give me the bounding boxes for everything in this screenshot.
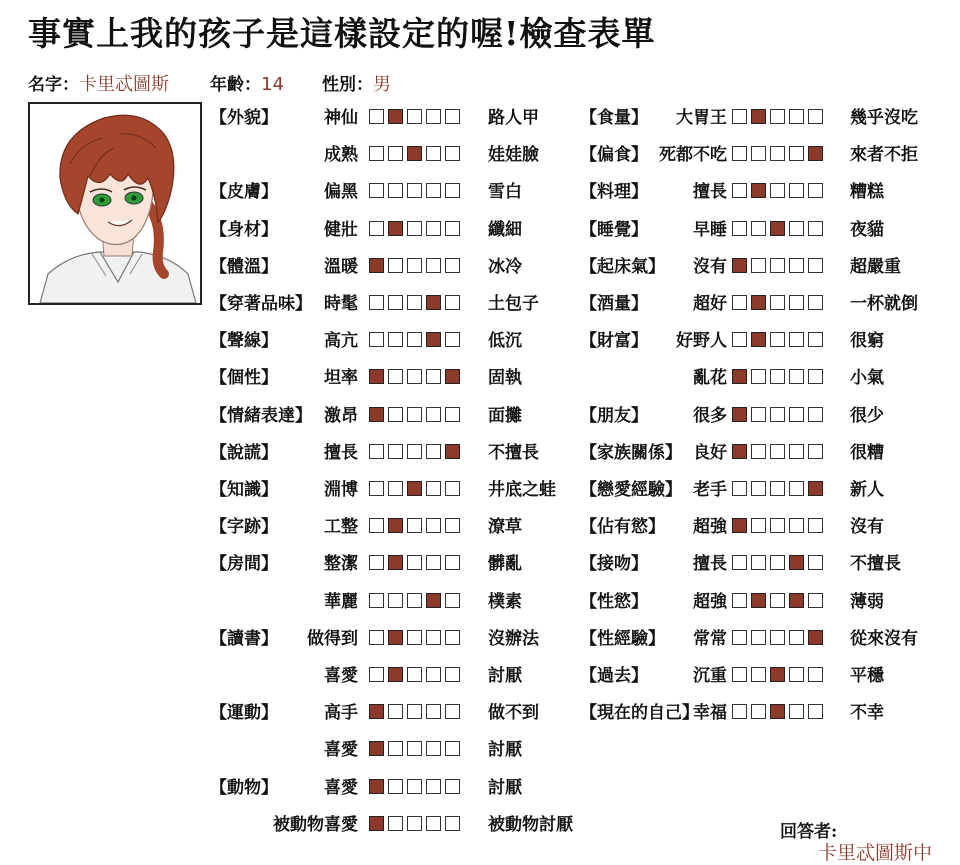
rating-box-checked[interactable]	[369, 779, 384, 794]
category-label: 【起床氣】	[580, 256, 665, 277]
rating-scale	[732, 481, 823, 496]
rating-box[interactable]	[770, 518, 785, 533]
rating-box[interactable]	[388, 816, 403, 831]
category-label: 【性經驗】	[580, 628, 665, 649]
rating-box[interactable]	[808, 555, 823, 570]
left-option-label: 沉重	[693, 666, 727, 686]
checklist-row	[0, 218, 960, 242]
rating-box[interactable]	[732, 704, 747, 719]
rating-box[interactable]	[789, 444, 804, 459]
age-value: 14	[261, 74, 284, 95]
rating-box[interactable]	[789, 369, 804, 384]
left-option-label: 沒有	[693, 256, 727, 277]
rating-box[interactable]	[808, 407, 823, 422]
category-label: 【聲線】	[210, 331, 278, 352]
left-option-label: 時髦	[324, 294, 358, 314]
rating-box[interactable]	[732, 481, 747, 496]
right-option-label: 來者不拒	[850, 145, 918, 166]
checklist-row	[0, 627, 960, 651]
right-option-label: 被動物討厭	[488, 814, 573, 835]
category-label: 【酒量】	[580, 294, 648, 314]
rating-box-checked[interactable]	[789, 555, 804, 570]
left-option-label: 華麗	[324, 591, 358, 612]
rating-box-checked[interactable]	[751, 593, 766, 608]
left-option-label: 幸福	[693, 703, 727, 724]
rating-box[interactable]	[751, 407, 766, 422]
rating-box-checked[interactable]	[751, 332, 766, 347]
checklist-row	[0, 478, 960, 502]
right-option-label: 冰冷	[488, 256, 522, 277]
category-label: 【睡覺】	[580, 219, 648, 240]
category-label: 【說謊】	[210, 442, 278, 463]
left-option-label: 坦率	[324, 368, 358, 389]
rating-box-checked[interactable]	[732, 444, 747, 459]
rating-scale	[732, 593, 823, 608]
rating-box-checked[interactable]	[770, 667, 785, 682]
right-option-label: 低沉	[488, 331, 522, 352]
rating-box[interactable]	[770, 332, 785, 347]
category-label: 【體溫】	[210, 256, 278, 277]
category-label: 【外貌】	[210, 108, 278, 128]
checklist-row	[0, 552, 960, 576]
left-option-label: 成熟	[324, 145, 358, 166]
rating-box[interactable]	[789, 481, 804, 496]
right-option-label: 幾乎沒吃	[850, 108, 918, 128]
rating-box[interactable]	[770, 258, 785, 273]
rating-box[interactable]	[770, 109, 785, 124]
rating-box[interactable]	[732, 593, 747, 608]
left-option-label: 做得到	[307, 628, 358, 649]
category-label: 【動物】	[210, 777, 278, 798]
rating-box[interactable]	[789, 146, 804, 161]
rating-box[interactable]	[732, 555, 747, 570]
rating-box-checked[interactable]	[808, 146, 823, 161]
category-label: 【接吻】	[580, 554, 648, 575]
left-option-label: 喜愛	[324, 740, 358, 761]
category-label: 【性慾】	[580, 591, 648, 612]
checklist-row	[0, 776, 960, 800]
rating-box[interactable]	[770, 630, 785, 645]
rating-box[interactable]	[808, 332, 823, 347]
category-label: 【過去】	[580, 666, 648, 686]
category-label: 【字跡】	[210, 517, 278, 538]
rating-box[interactable]	[789, 109, 804, 124]
rating-box[interactable]	[808, 704, 823, 719]
right-option-label: 很窮	[850, 331, 884, 352]
rating-box-checked[interactable]	[808, 481, 823, 496]
rating-box[interactable]	[751, 704, 766, 719]
rating-box-checked[interactable]	[770, 704, 785, 719]
rating-box[interactable]	[445, 779, 460, 794]
right-option-label: 不擅長	[850, 554, 901, 575]
rating-box-checked[interactable]	[732, 518, 747, 533]
rating-box[interactable]	[751, 146, 766, 161]
checklist-row	[0, 664, 960, 688]
checklist-row	[0, 366, 960, 390]
rating-box[interactable]	[732, 183, 747, 198]
left-option-label: 整潔	[324, 554, 358, 575]
left-option-label: 好野人	[676, 331, 727, 352]
right-option-label: 從來沒有	[850, 628, 918, 649]
left-option-label: 老手	[693, 480, 727, 500]
right-option-label: 超嚴重	[850, 256, 901, 277]
checklist-row	[0, 180, 960, 204]
right-option-label: 雪白	[488, 182, 522, 203]
rating-box-checked[interactable]	[751, 109, 766, 124]
rating-box[interactable]	[808, 667, 823, 682]
left-option-label: 亂花	[693, 368, 727, 389]
left-option-label: 高亢	[324, 331, 358, 352]
rating-box[interactable]	[751, 258, 766, 273]
rating-box-checked[interactable]	[369, 741, 384, 756]
checklist-row	[0, 738, 960, 762]
left-option-label: 健壯	[324, 219, 358, 240]
rating-box-checked[interactable]	[732, 258, 747, 273]
category-label: 【穿著品味】	[210, 294, 312, 314]
rating-box-checked[interactable]	[770, 221, 785, 236]
rating-box[interactable]	[751, 221, 766, 236]
category-label: 【料理】	[580, 182, 648, 203]
rating-box[interactable]	[751, 518, 766, 533]
right-option-label: 娃娃臉	[488, 145, 539, 166]
rating-scale	[369, 779, 460, 794]
left-option-label: 淵博	[324, 480, 358, 500]
category-label: 【知識】	[210, 480, 278, 500]
rating-box[interactable]	[770, 407, 785, 422]
rating-box[interactable]	[808, 295, 823, 310]
right-option-label: 很糟	[850, 442, 884, 463]
rating-box[interactable]	[751, 667, 766, 682]
right-option-label: 不幸	[850, 703, 884, 724]
rating-scale	[732, 183, 823, 198]
right-option-label: 土包子	[488, 294, 539, 314]
rating-box[interactable]	[407, 779, 422, 794]
left-option-label: 高手	[324, 703, 358, 724]
rating-scale	[732, 146, 823, 161]
left-option-label: 喜愛	[324, 777, 358, 798]
respondent-name: 卡里忒圖斯中	[818, 842, 933, 864]
rating-box[interactable]	[751, 555, 766, 570]
left-option-label: 神仙	[324, 108, 358, 128]
rating-box[interactable]	[789, 704, 804, 719]
left-option-label: 激昂	[324, 405, 358, 426]
rating-box[interactable]	[808, 258, 823, 273]
left-option-label: 常常	[693, 628, 727, 649]
left-option-label: 良好	[693, 442, 727, 463]
checklist-row	[0, 404, 960, 428]
left-option-label: 溫暖	[324, 256, 358, 277]
respondent-label: 回答者:	[780, 822, 838, 842]
rating-scale	[732, 109, 823, 124]
rating-box-checked[interactable]	[732, 369, 747, 384]
rating-scale	[732, 667, 823, 682]
left-option-label: 擅長	[693, 554, 727, 575]
rating-scale	[369, 741, 460, 756]
age-field	[210, 70, 284, 95]
right-option-label: 做不到	[488, 703, 539, 724]
rating-box-checked[interactable]	[732, 407, 747, 422]
rating-box[interactable]	[770, 146, 785, 161]
right-option-label: 新人	[850, 480, 884, 500]
rating-scale	[732, 518, 823, 533]
right-option-label: 糟糕	[850, 182, 884, 203]
rating-box[interactable]	[751, 444, 766, 459]
left-option-label: 工整	[324, 517, 358, 538]
rating-box[interactable]	[732, 630, 747, 645]
left-option-label: 超強	[693, 517, 727, 538]
rating-box[interactable]	[388, 741, 403, 756]
name-value: 卡里忒圖斯	[79, 74, 169, 95]
left-option-label: 超強	[693, 591, 727, 612]
category-label: 【運動】	[210, 703, 278, 724]
right-option-label: 討厭	[488, 740, 522, 761]
rating-box[interactable]	[808, 369, 823, 384]
right-option-label: 沒有	[850, 517, 884, 538]
rating-box-checked[interactable]	[789, 593, 804, 608]
rating-box[interactable]	[770, 183, 785, 198]
right-option-label: 沒辦法	[488, 628, 539, 649]
rating-scale	[732, 258, 823, 273]
rating-box[interactable]	[407, 816, 422, 831]
left-option-label: 大胃王	[676, 108, 727, 128]
right-option-label: 髒亂	[488, 554, 522, 575]
rating-box[interactable]	[789, 183, 804, 198]
left-option-label: 很多	[693, 405, 727, 426]
right-option-label: 討厭	[488, 666, 522, 686]
right-option-label: 固執	[488, 368, 522, 389]
gender-value: 男	[373, 74, 391, 95]
right-option-label: 路人甲	[488, 108, 539, 128]
category-label: 【佔有慾】	[580, 517, 665, 538]
rating-scale	[732, 704, 823, 719]
right-option-label: 纖細	[488, 219, 522, 240]
rating-box[interactable]	[808, 221, 823, 236]
right-option-label: 很少	[850, 405, 884, 426]
rating-scale	[732, 555, 823, 570]
left-option-label: 早睡	[693, 219, 727, 240]
rating-scale	[732, 332, 823, 347]
right-option-label: 討厭	[488, 777, 522, 798]
rating-box[interactable]	[732, 146, 747, 161]
rating-box[interactable]	[770, 295, 785, 310]
right-option-label: 平穩	[850, 666, 884, 686]
right-option-label: 夜貓	[850, 219, 884, 240]
right-option-label: 樸素	[488, 591, 522, 612]
rating-box[interactable]	[751, 369, 766, 384]
rating-box[interactable]	[789, 295, 804, 310]
name-label: 名字：	[28, 75, 79, 95]
checklist-row	[0, 255, 960, 279]
left-option-label: 超好	[693, 294, 727, 314]
category-label: 【戀愛經驗】	[580, 480, 682, 500]
rating-box[interactable]	[388, 779, 403, 794]
rating-box[interactable]	[751, 630, 766, 645]
rating-box[interactable]	[732, 332, 747, 347]
rating-box[interactable]	[770, 369, 785, 384]
right-option-label: 面攤	[488, 405, 522, 426]
category-label: 【個性】	[210, 368, 278, 389]
checklist-row	[0, 143, 960, 167]
left-option-label: 喜愛	[324, 666, 358, 686]
category-label: 【朋友】	[580, 405, 648, 426]
rating-scale	[732, 295, 823, 310]
rating-box[interactable]	[789, 332, 804, 347]
category-label: 【食量】	[580, 108, 648, 128]
rating-box[interactable]	[732, 667, 747, 682]
category-label: 【現在的自己】	[580, 703, 699, 724]
left-option-label: 偏黑	[324, 182, 358, 203]
rating-box[interactable]	[808, 183, 823, 198]
checklist-row	[0, 329, 960, 353]
right-option-label: 薄弱	[850, 591, 884, 612]
rating-box[interactable]	[789, 221, 804, 236]
age-label: 年齡：	[210, 75, 261, 95]
rating-box[interactable]	[789, 407, 804, 422]
rating-box-checked[interactable]	[751, 183, 766, 198]
rating-scale	[732, 369, 823, 384]
checklist-row	[0, 106, 960, 130]
rating-box[interactable]	[445, 741, 460, 756]
rating-box[interactable]	[789, 518, 804, 533]
right-option-label: 一杯就倒	[850, 294, 918, 314]
checklist-row	[0, 441, 960, 465]
rating-box[interactable]	[732, 295, 747, 310]
right-option-label: 潦草	[488, 517, 522, 538]
rating-box[interactable]	[789, 667, 804, 682]
page-title: 事實上我的孩子是這樣設定的喔!檢查表單	[28, 14, 656, 53]
left-option-label: 擅長	[693, 182, 727, 203]
rating-box[interactable]	[770, 444, 785, 459]
right-option-label: 不擅長	[488, 442, 539, 463]
rating-scale	[732, 630, 823, 645]
rating-box[interactable]	[426, 741, 441, 756]
category-label: 【讀書】	[210, 628, 278, 649]
rating-box[interactable]	[770, 593, 785, 608]
rating-box[interactable]	[732, 109, 747, 124]
rating-scale	[732, 221, 823, 236]
checklist-row	[0, 515, 960, 539]
rating-box[interactable]	[770, 555, 785, 570]
category-label: 【身材】	[210, 219, 278, 240]
rating-box[interactable]	[426, 816, 441, 831]
left-option-label: 被動物喜愛	[273, 814, 358, 835]
rating-box[interactable]	[732, 221, 747, 236]
category-label: 【家族關係】	[580, 442, 682, 463]
rating-box[interactable]	[789, 258, 804, 273]
rating-scale	[369, 816, 460, 831]
right-option-label: 井底之蛙	[488, 480, 556, 500]
checklist-row	[0, 292, 960, 316]
category-label: 【皮膚】	[210, 182, 278, 203]
rating-box-checked[interactable]	[751, 295, 766, 310]
category-label: 【財富】	[580, 331, 648, 352]
rating-box-checked[interactable]	[808, 630, 823, 645]
rating-box[interactable]	[445, 816, 460, 831]
rating-box[interactable]	[808, 518, 823, 533]
category-label: 【房間】	[210, 554, 278, 575]
rating-box[interactable]	[426, 779, 441, 794]
right-option-label: 小氣	[850, 368, 884, 389]
checklist-row	[0, 701, 960, 725]
rating-box[interactable]	[808, 593, 823, 608]
gender-field	[322, 70, 391, 96]
category-label: 【情緒表達】	[210, 405, 312, 426]
rating-box[interactable]	[789, 630, 804, 645]
name-field	[28, 70, 169, 96]
rating-scale	[732, 444, 823, 459]
rating-box-checked[interactable]	[369, 816, 384, 831]
checklist-row	[0, 590, 960, 614]
rating-box[interactable]	[751, 481, 766, 496]
rating-scale	[732, 407, 823, 422]
rating-box[interactable]	[808, 444, 823, 459]
rating-box[interactable]	[808, 109, 823, 124]
left-option-label: 擅長	[324, 442, 358, 463]
rating-box[interactable]	[407, 741, 422, 756]
left-option-label: 死都不吃	[659, 145, 727, 166]
rating-box[interactable]	[770, 481, 785, 496]
category-label: 【偏食】	[580, 145, 648, 166]
gender-label: 性別：	[322, 75, 373, 95]
